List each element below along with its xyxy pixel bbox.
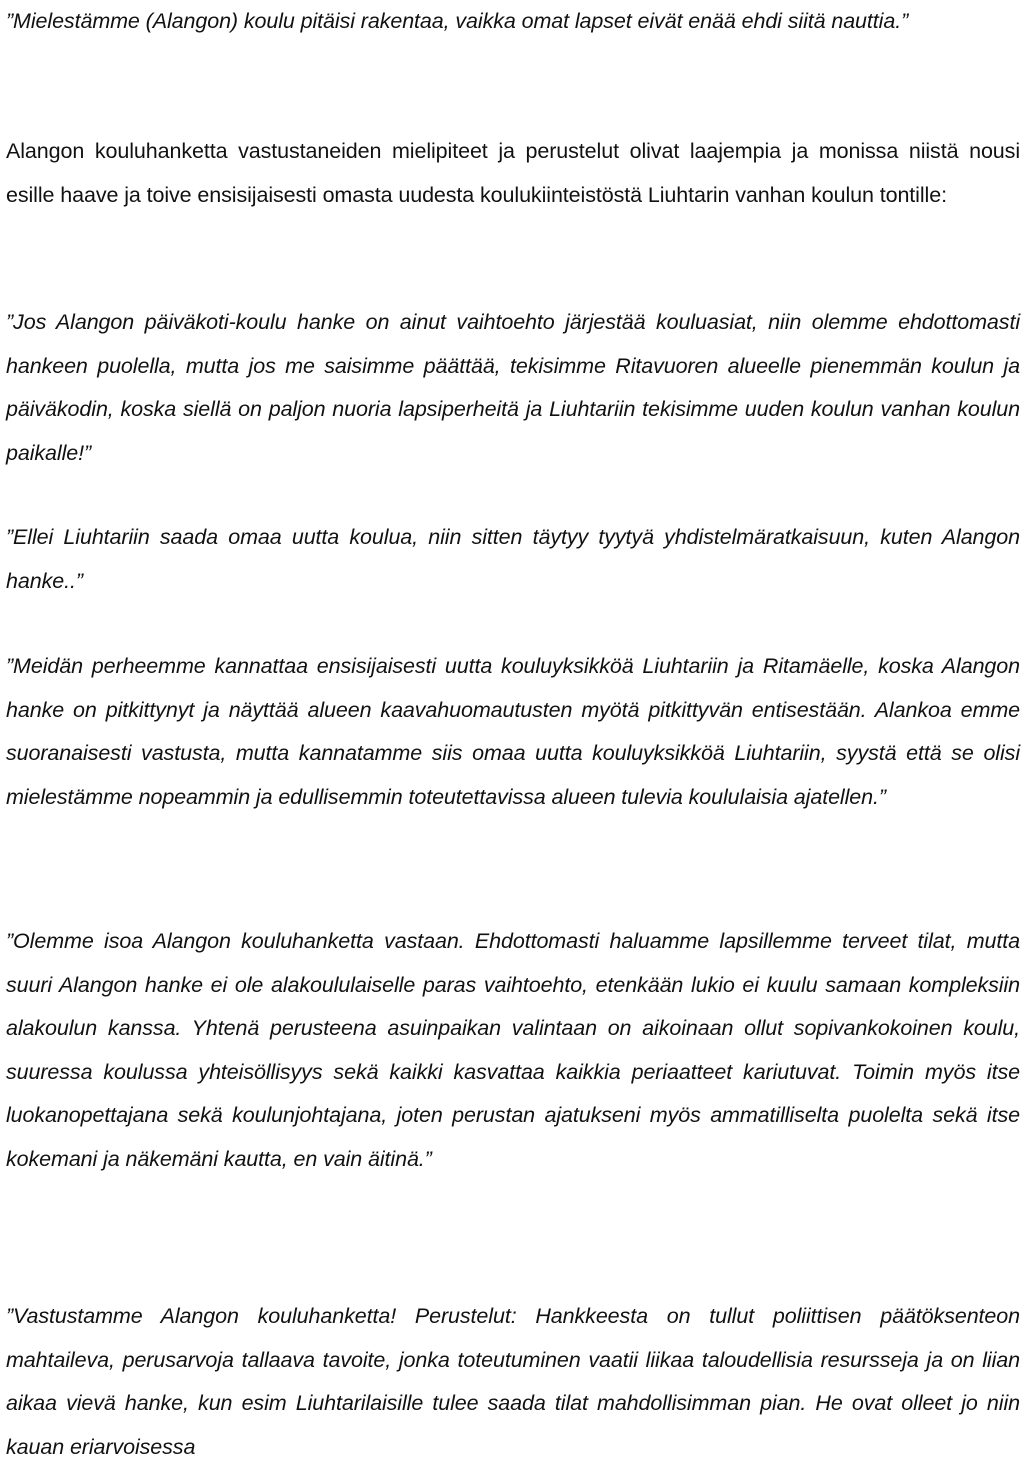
body-paragraph-intro: Alangon kouluhanketta vastustaneiden mielipiteet ja perustelut olivat laajempia ja monissa niistä nousi esille haave ja toive ensisijaisesti omasta uudesta koulukiinteistöstä Liuhtarin vanhan koulun tontille: bbox=[6, 139, 1020, 207]
quote-paragraph-5: ”Olemme isoa Alangon kouluhanketta vastaan. Ehdottomasti haluamme lapsillemme terveet tilat, mutta suuri Alangon hanke ei ole alakoululaiselle paras vaihtoehto, etenkään lukio ei kuulu samaan kompleksiin alakoulun kanssa. Yhtenä perusteena asuinpaikan valintaan on aikoinaan ollut sopivankokoinen koulu, suuressa koulussa yhteisöllisyys sekä kaikki kasvattaa kaikkia periaatteet kariutuvat. Toimin myös itse luokanopettajana sekä koulunjohtajana, joten perustan ajatukseni myös ammatilliselta puolelta sekä itse kokemani ja näkemäni kautta, en vain äitinä.” bbox=[6, 929, 1020, 1171]
quote-paragraph-3: ”Ellei Liuhtariin saada omaa uutta koulua, niin sitten täytyy tyytyä yhdistelmäratkaisuun, kuten Alangon hanke..” bbox=[6, 525, 1020, 593]
quote-paragraph-1: ”Mielestämme (Alangon) koulu pitäisi rakentaa, vaikka omat lapset eivät enää ehdi siitä nauttia.” bbox=[6, 9, 909, 33]
quote-paragraph-4: ”Meidän perheemme kannattaa ensisijaisesti uutta kouluyksikköä Liuhtariin ja Ritamäelle, koska Alangon hanke on pitkittynyt ja näyttää alueen kaavahuomautusten myötä pitkittyvän entisestään. Alankoa emme suoranaisesti vastusta, mutta kannatamme siis omaa uutta kouluyksikköä Liuhtariin, syystä että se olisi mielestämme nopeammin ja edullisemmin toteutettavissa alueen tulevia koululaisia ajatellen.” bbox=[6, 654, 1020, 809]
quote-paragraph-2: ”Jos Alangon päiväkoti-koulu hanke on ainut vaihtoehto järjestää kouluasiat, niin olemme ehdottomasti hankeen puolella, mutta jos me saisimme päättää, tekisimme Ritavuoren alueelle pienemmän koulun ja päiväkodin, koska siellä on paljon nuoria lapsiperheitä ja Liuhtariin tekisimme uuden koulun vanhan koulun paikalle!” bbox=[6, 310, 1020, 465]
quote-paragraph-6: ”Vastustamme Alangon kouluhanketta! Perustelut: Hankkeesta on tullut poliittisen päätöksenteon mahtaileva, perusarvoja tallaava tavoite, jonka toteutuminen vaatii liikaa taloudellisia resursseja ja on liian aikaa vievä hanke, kun esim Liuhtarilaisille tulee saada tilat mahdollisimman pian. He ovat olleet jo niin kauan eriarvoisessa bbox=[6, 1304, 1020, 1459]
